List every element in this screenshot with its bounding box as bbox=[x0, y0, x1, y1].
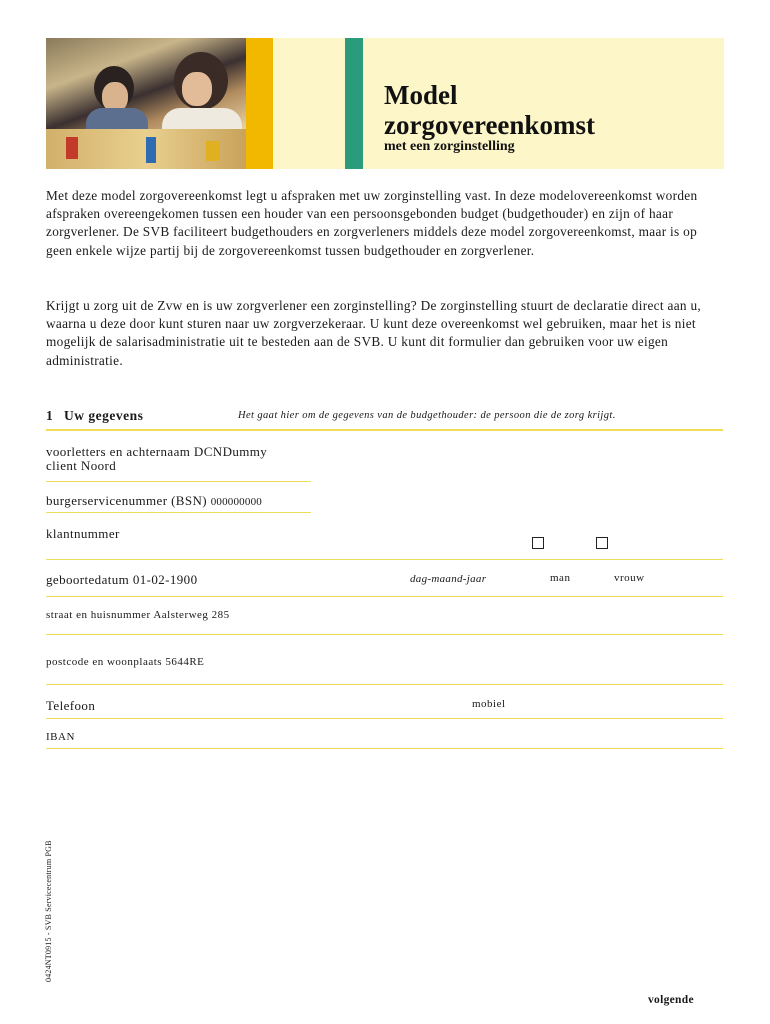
header-photo bbox=[46, 38, 246, 169]
header-green-stripe bbox=[345, 38, 363, 169]
section-number: 1 bbox=[46, 408, 53, 423]
street-rule bbox=[46, 634, 723, 635]
intro-paragraph-2: Krijgt u zorg uit de Zvw en is uw zorgverlener een zorginstelling? De zorginstelling stuurt de declaratie direct aan u, waarna u deze door kunt sturen naar uw zorgverzekeraar. U kunt deze overeenkomst wel gebruiken, maar het is niet mogelijk de salarisadministratie uit te besteden aan de SVB. U kunt dit formulier dan gebruiken voor uw eigen administratie. bbox=[46, 298, 702, 368]
name-field-rule bbox=[46, 481, 311, 482]
document-title-line2: zorgovereenkomst bbox=[384, 110, 595, 140]
document-title-line1: Model bbox=[384, 80, 458, 110]
postcode-rule bbox=[46, 684, 723, 685]
iban-field[interactable]: IBAN bbox=[46, 731, 75, 743]
name-field-label: voorletters en achternaam DCNDummy bbox=[46, 444, 268, 459]
phone-field[interactable]: Telefoon bbox=[46, 698, 96, 713]
form-code-vertical: 0424NT0915 - SVB Servicecentrum PGB bbox=[44, 840, 53, 982]
bsn-label: burgerservicenummer (BSN) bbox=[46, 493, 208, 508]
mobile-field[interactable]: mobiel bbox=[472, 698, 506, 710]
next-page-link[interactable]: volgende bbox=[648, 994, 694, 1006]
document-subtitle: met een zorginstelling bbox=[384, 139, 515, 154]
gender-female-checkbox[interactable] bbox=[596, 537, 608, 549]
bsn-field-rule bbox=[46, 512, 311, 513]
header-pale-stripe bbox=[273, 38, 345, 169]
bsn-value: 000000000 bbox=[210, 496, 262, 508]
name-field-value[interactable]: client Noord bbox=[46, 458, 117, 473]
section-description: Het gaat hier om de gegevens van de budgethouder: de persoon die de zorg krijgt. bbox=[238, 410, 616, 421]
birthdate-field[interactable]: geboortedatum 01-02-1900 bbox=[46, 572, 198, 587]
birthdate-rule bbox=[46, 596, 723, 597]
client-number-label: klantnummer bbox=[46, 526, 120, 541]
section-title: Uw gegevens bbox=[64, 408, 144, 423]
iban-rule bbox=[46, 748, 723, 749]
bsn-field[interactable] bbox=[46, 493, 262, 510]
phone-rule bbox=[46, 718, 723, 719]
intro-paragraph-1: Met deze model zorgovereenkomst legt u afspraken met uw zorginstelling vast. In deze modelovereenkomst worden afspraken overeengekomen tussen een houder van een persoonsgebonden budget (budgethouder) en zijn of haar zorgverlener. De SVB faciliteert budgethouders en zorgverleners middels deze model zorgovereenkomst, maar is op geen enkele wijze partij bij de zorgovereenkomst tussen budgethouder en zorgverlener. bbox=[46, 188, 698, 258]
gender-male-label: man bbox=[550, 572, 571, 584]
date-format-hint: dag-maand-jaar bbox=[410, 573, 487, 585]
gender-male-checkbox[interactable] bbox=[532, 537, 544, 549]
section-divider bbox=[46, 429, 723, 431]
header-yellow-stripe bbox=[246, 38, 273, 169]
postcode-field[interactable]: postcode en woonplaats 5644RE bbox=[46, 656, 205, 668]
client-number-rule bbox=[46, 559, 723, 560]
street-field[interactable]: straat en huisnummer Aalsterweg 285 bbox=[46, 609, 230, 621]
gender-female-label: vrouw bbox=[614, 572, 645, 584]
